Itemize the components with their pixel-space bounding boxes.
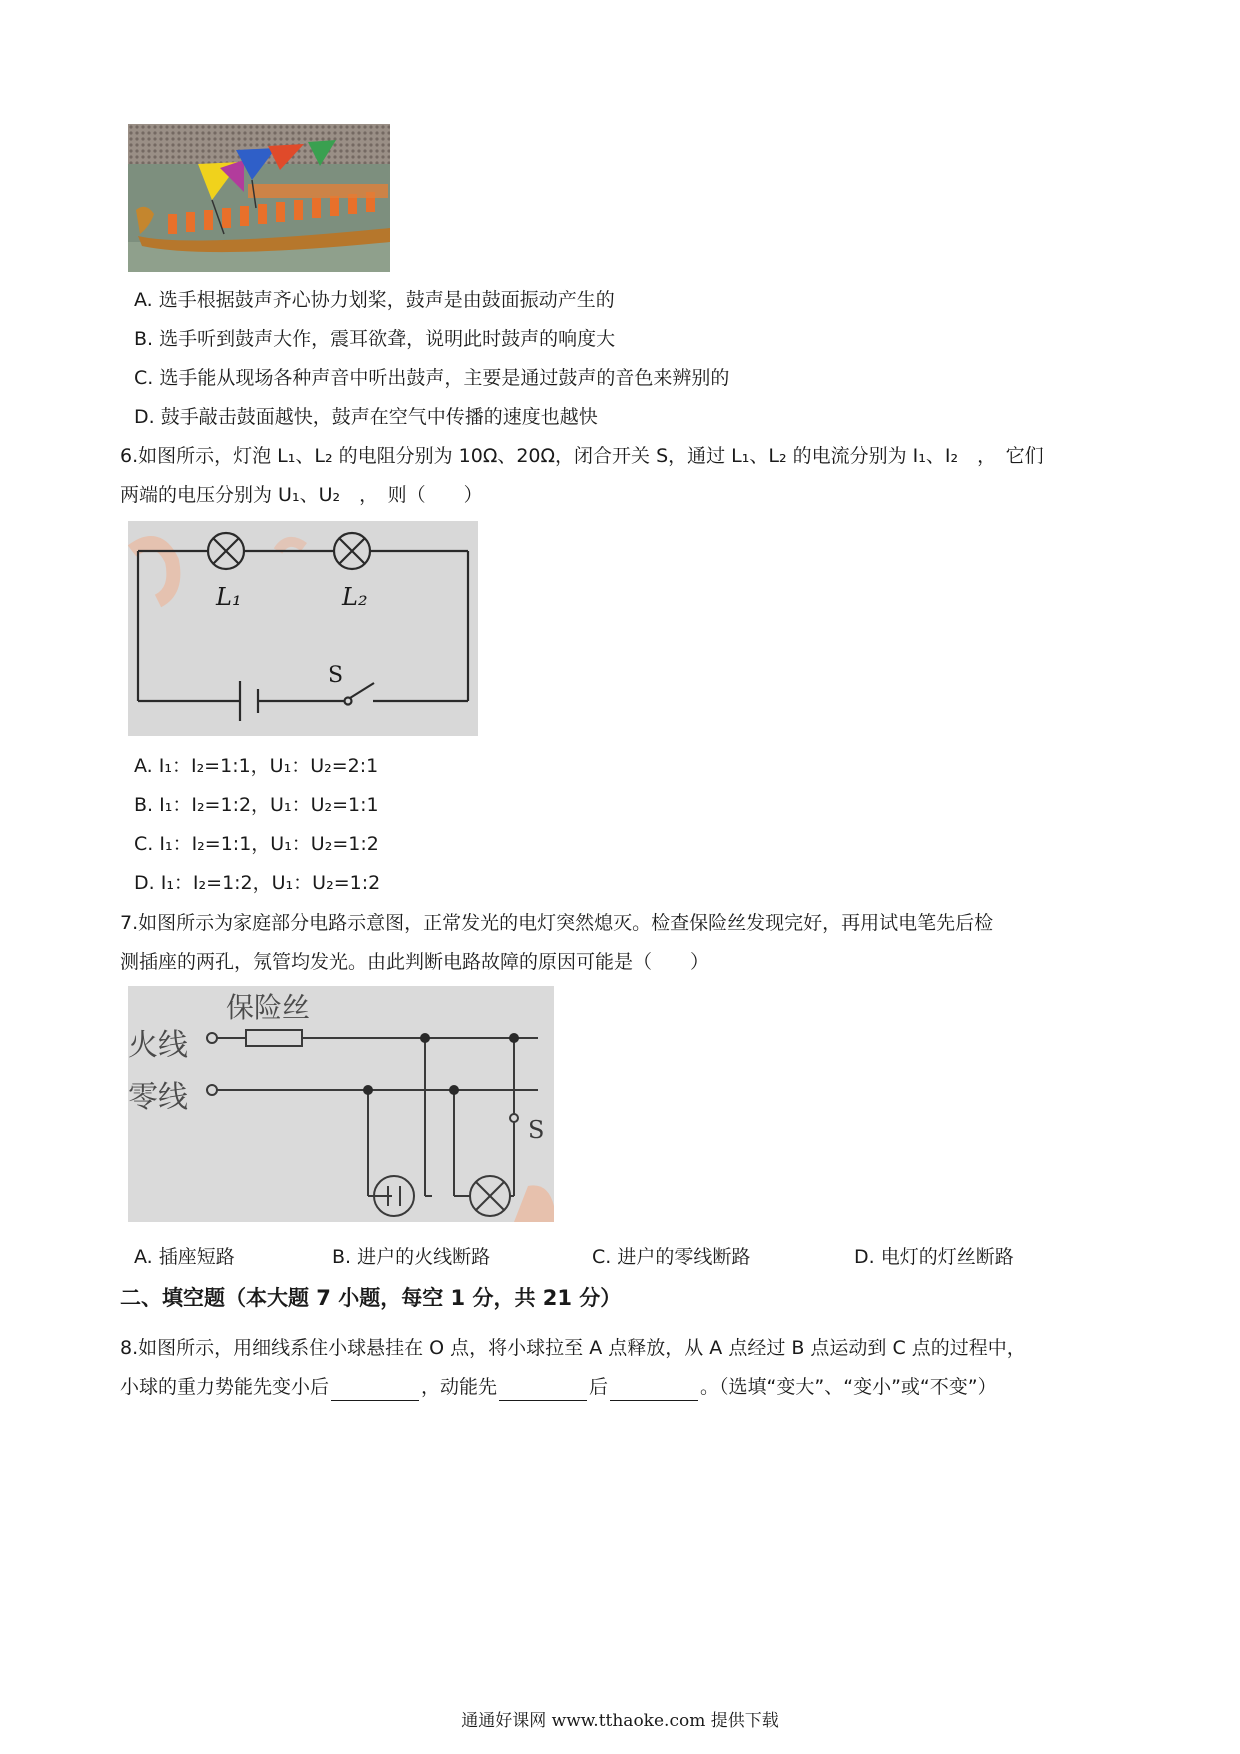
q5-option-c: C. 选手能从现场各种声音中听出鼓声，主要是通过鼓声的音色来辨别的 (134, 367, 730, 389)
switch-label: S (528, 1116, 545, 1144)
dragon-boat-photo (128, 124, 390, 272)
q7-option-a: A. 插座短路 (134, 1246, 235, 1268)
answer-blank-2[interactable] (499, 1380, 587, 1401)
live-wire-label: 火线 (128, 1028, 188, 1063)
series-circuit-diagram (128, 521, 478, 736)
q7-stem-line1: 7.如图所示为家庭部分电路示意图，正常发光的电灯突然熄灭。检查保险丝发现完好，再用试电笔先后检 (120, 912, 994, 934)
neutral-wire-label: 零线 (128, 1080, 188, 1115)
q8-text-part4: 。（选填“变大”、“变小”或“不变”） (700, 1376, 997, 1398)
q7-option-b: B. 进户的火线断路 (332, 1246, 491, 1268)
q6-option-a: A. I₁：I₂=1:1，U₁：U₂=2:1 (134, 755, 379, 777)
household-circuit-figure (128, 986, 554, 1222)
lamp-l2-label: L₂ (342, 583, 368, 611)
q8-text-part1: 小球的重力势能先变小后 (120, 1376, 330, 1398)
answer-blank-3[interactable] (610, 1380, 698, 1401)
series-circuit-figure (128, 521, 478, 736)
q6-option-b: B. I₁：I₂=1:2，U₁：U₂=1:1 (134, 794, 379, 816)
q7-option-c: C. 进户的零线断路 (592, 1246, 751, 1268)
household-circuit-diagram (128, 986, 554, 1222)
page-footer: 通通好课网 www.tthaoke.com 提供下载 (461, 1711, 779, 1731)
q5-option-b: B. 选手听到鼓声大作，震耳欲聋，说明此时鼓声的响度大 (134, 328, 616, 350)
lamp-l1-label: L₁ (216, 583, 242, 611)
q6-stem-line2: 两端的电压分别为 U₁、U₂ ， 则（ ） (120, 484, 483, 506)
answer-blank-1[interactable] (331, 1380, 419, 1401)
switch-s-label: S (328, 663, 344, 688)
q8-text-part3: 后 (589, 1376, 609, 1398)
q5-option-a: A. 选手根据鼓声齐心协力划桨，鼓声是由鼓面振动产生的 (134, 289, 615, 311)
q6-option-d: D. I₁：I₂=1:2，U₁：U₂=1:2 (134, 872, 381, 894)
q7-option-d: D. 电灯的灯丝断路 (854, 1246, 1014, 1268)
q8-text-part2: ，动能先 (421, 1376, 498, 1398)
q6-stem-line1: 6.如图所示，灯泡 L₁、L₂ 的电阻分别为 10Ω、20Ω，闭合开关 S，通过 L₁、L₂ 的电流分别为 I₁、I₂ ， 它们 (120, 445, 1044, 467)
fuse-label: 保险丝 (226, 991, 311, 1024)
section-heading: 二、填空题（本大题 7 小题，每空 1 分，共 21 分） (120, 1286, 622, 1310)
q5-option-d: D. 鼓手敲击鼓面越快，鼓声在空气中传播的速度也越快 (134, 406, 598, 428)
q8-stem-line2 (120, 1373, 997, 1401)
q6-option-c: C. I₁：I₂=1:1，U₁：U₂=1:2 (134, 833, 379, 855)
q8-stem-line1: 8.如图所示，用细线系住小球悬挂在 O 点，将小球拉至 A 点释放，从 A 点经过 B 点运动到 C 点的过程中， (120, 1337, 1026, 1359)
dragon-boat-illustration (128, 124, 390, 272)
q7-stem-line2: 测插座的两孔，氖管均发光。由此判断电路故障的原因可能是（ ） (120, 951, 710, 973)
